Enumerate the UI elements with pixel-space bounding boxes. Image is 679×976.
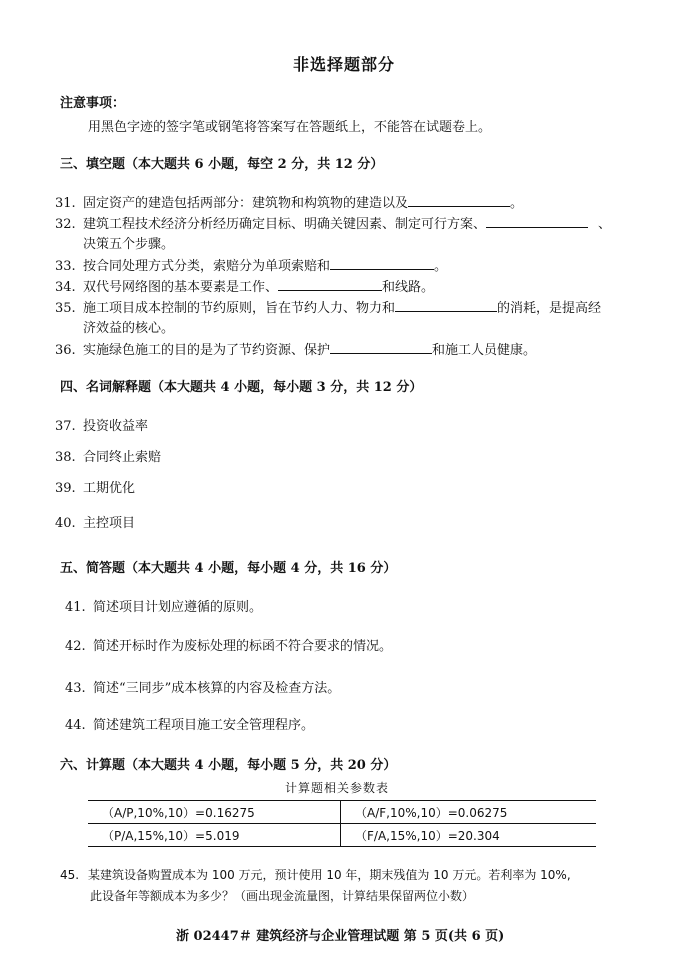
- question-text: 施工项目成本控制的节约原则，旨在节约人力、物力和: [83, 301, 396, 316]
- question-text-end: 、: [598, 217, 612, 232]
- question-number: 41.: [65, 600, 86, 615]
- question-text: 某建筑设备购置成本为 100 万元，预计使用 10 年，期末残值为 10 万元。若利率为 10%,: [88, 868, 571, 882]
- question-number: 42.: [65, 639, 86, 654]
- question-35-continued: 济效益的核心。: [83, 321, 175, 336]
- section5-title: 五、简答题: [60, 561, 126, 576]
- question-text: 简述开标时作为废标处理的标函不符合要求的情况。: [93, 639, 393, 654]
- section4-title: 四、名词解释题: [60, 380, 152, 395]
- answer-blank: [330, 257, 434, 270]
- question-text: 固定资产的建造包括两部分：建筑物和构筑物的建造以及: [83, 196, 409, 211]
- section5-info: （本大题共 4 小题，每小题 4 分，共 16 分）: [125, 561, 397, 576]
- question-45-continued: 此设备年等额成本为多少？（画出现金流量图，计算结果保留两位小数）: [90, 889, 475, 903]
- notice-heading: 注意事项：: [60, 96, 126, 111]
- section6-heading: [60, 754, 396, 773]
- answer-blank: [278, 278, 382, 291]
- question-text-end: 和线路。: [382, 280, 435, 295]
- question-number: 44.: [65, 718, 86, 733]
- answer-blank: [330, 341, 432, 354]
- notice-text: 用黑色字迹的签字笔或钢笔将答案写在答题纸上，不能答在试题卷上。: [88, 120, 492, 135]
- question-text: 按合同处理方式分类，索赔分为单项索赔和: [83, 259, 331, 274]
- question-number: 32.: [55, 217, 76, 232]
- question-32-continued: 决策五个步骤。: [83, 237, 175, 252]
- question-45: [60, 866, 571, 883]
- question-35: [55, 297, 601, 316]
- table-row: [88, 801, 596, 824]
- list-item: [55, 415, 148, 434]
- section6-info: （本大题共 4 小题，每小题 5 分，共 20 分）: [125, 758, 397, 773]
- question-number: 37.: [55, 419, 76, 434]
- section6-title: 六、计算题: [60, 758, 126, 773]
- question-number: 33.: [55, 259, 76, 274]
- question-text: 建筑工程技术经济分析经历确定目标、明确关键因素、制定可行方案、: [83, 217, 487, 232]
- parameter-table: [88, 800, 596, 847]
- question-number: 35.: [55, 301, 76, 316]
- section4-heading: [60, 376, 422, 395]
- list-item: [65, 635, 392, 654]
- question-number: 39.: [55, 481, 76, 496]
- table-row: [88, 824, 596, 847]
- question-text: 简述“三同步”成本核算的内容及检查方法。: [93, 681, 341, 696]
- question-number: 40.: [55, 516, 76, 531]
- table-cell: （A/F,10%,10）=0.06275: [341, 801, 597, 824]
- question-text: 实施绿色施工的目的是为了节约资源、保护: [83, 343, 331, 358]
- table-cell: （P/A,15%,10）=5.019: [88, 824, 341, 847]
- section3-info: （本大题共 6 小题，每空 2 分，共 12 分）: [125, 157, 384, 172]
- question-text: 简述项目计划应遵循的原则。: [93, 600, 263, 615]
- question-number: 43.: [65, 681, 86, 696]
- table-caption: 计算题相关参数表: [285, 781, 390, 795]
- question-text: 主控项目: [83, 516, 136, 531]
- answer-blank: [395, 299, 497, 312]
- question-text: 简述建筑工程项目施工安全管理程序。: [93, 718, 315, 733]
- list-item: [65, 677, 340, 696]
- question-32: [55, 213, 611, 232]
- section3-heading: [60, 153, 383, 172]
- question-text: 双代号网络图的基本要素是工作、: [83, 280, 279, 295]
- question-text-end: 。: [434, 259, 448, 274]
- answer-blank: [486, 215, 588, 228]
- list-item: [65, 596, 262, 615]
- page-title: 非选择题部分: [293, 55, 396, 74]
- question-34: [55, 276, 434, 295]
- question-33: [55, 255, 447, 274]
- list-item: [55, 512, 135, 531]
- list-item: [65, 714, 314, 733]
- list-item: [55, 446, 161, 465]
- section5-heading: [60, 557, 396, 576]
- question-text-end: 。: [510, 196, 524, 211]
- section4-info: （本大题共 4 小题，每小题 3 分，共 12 分）: [151, 380, 423, 395]
- table-cell: （A/P,10%,10）=0.16275: [88, 801, 341, 824]
- question-number: 34.: [55, 280, 76, 295]
- question-text: 合同终止索赔: [83, 450, 162, 465]
- page-footer: 浙 02447＃ 建筑经济与企业管理试题 第 5 页(共 6 页): [176, 929, 505, 944]
- question-number: 45.: [60, 868, 80, 882]
- question-number: 36.: [55, 343, 76, 358]
- question-text-end: 的消耗，是提高经: [497, 301, 602, 316]
- question-text: 投资收益率: [83, 419, 149, 434]
- question-number: 31.: [55, 196, 76, 211]
- answer-blank: [408, 194, 510, 207]
- question-text: 工期优化: [83, 481, 136, 496]
- list-item: [55, 477, 135, 496]
- question-number: 38.: [55, 450, 76, 465]
- question-36: [55, 339, 536, 358]
- question-text-end: 和施工人员健康。: [432, 343, 537, 358]
- table-cell: （F/A,15%,10）=20.304: [341, 824, 597, 847]
- question-31: [55, 192, 523, 211]
- section3-title: 三、填空题: [60, 157, 126, 172]
